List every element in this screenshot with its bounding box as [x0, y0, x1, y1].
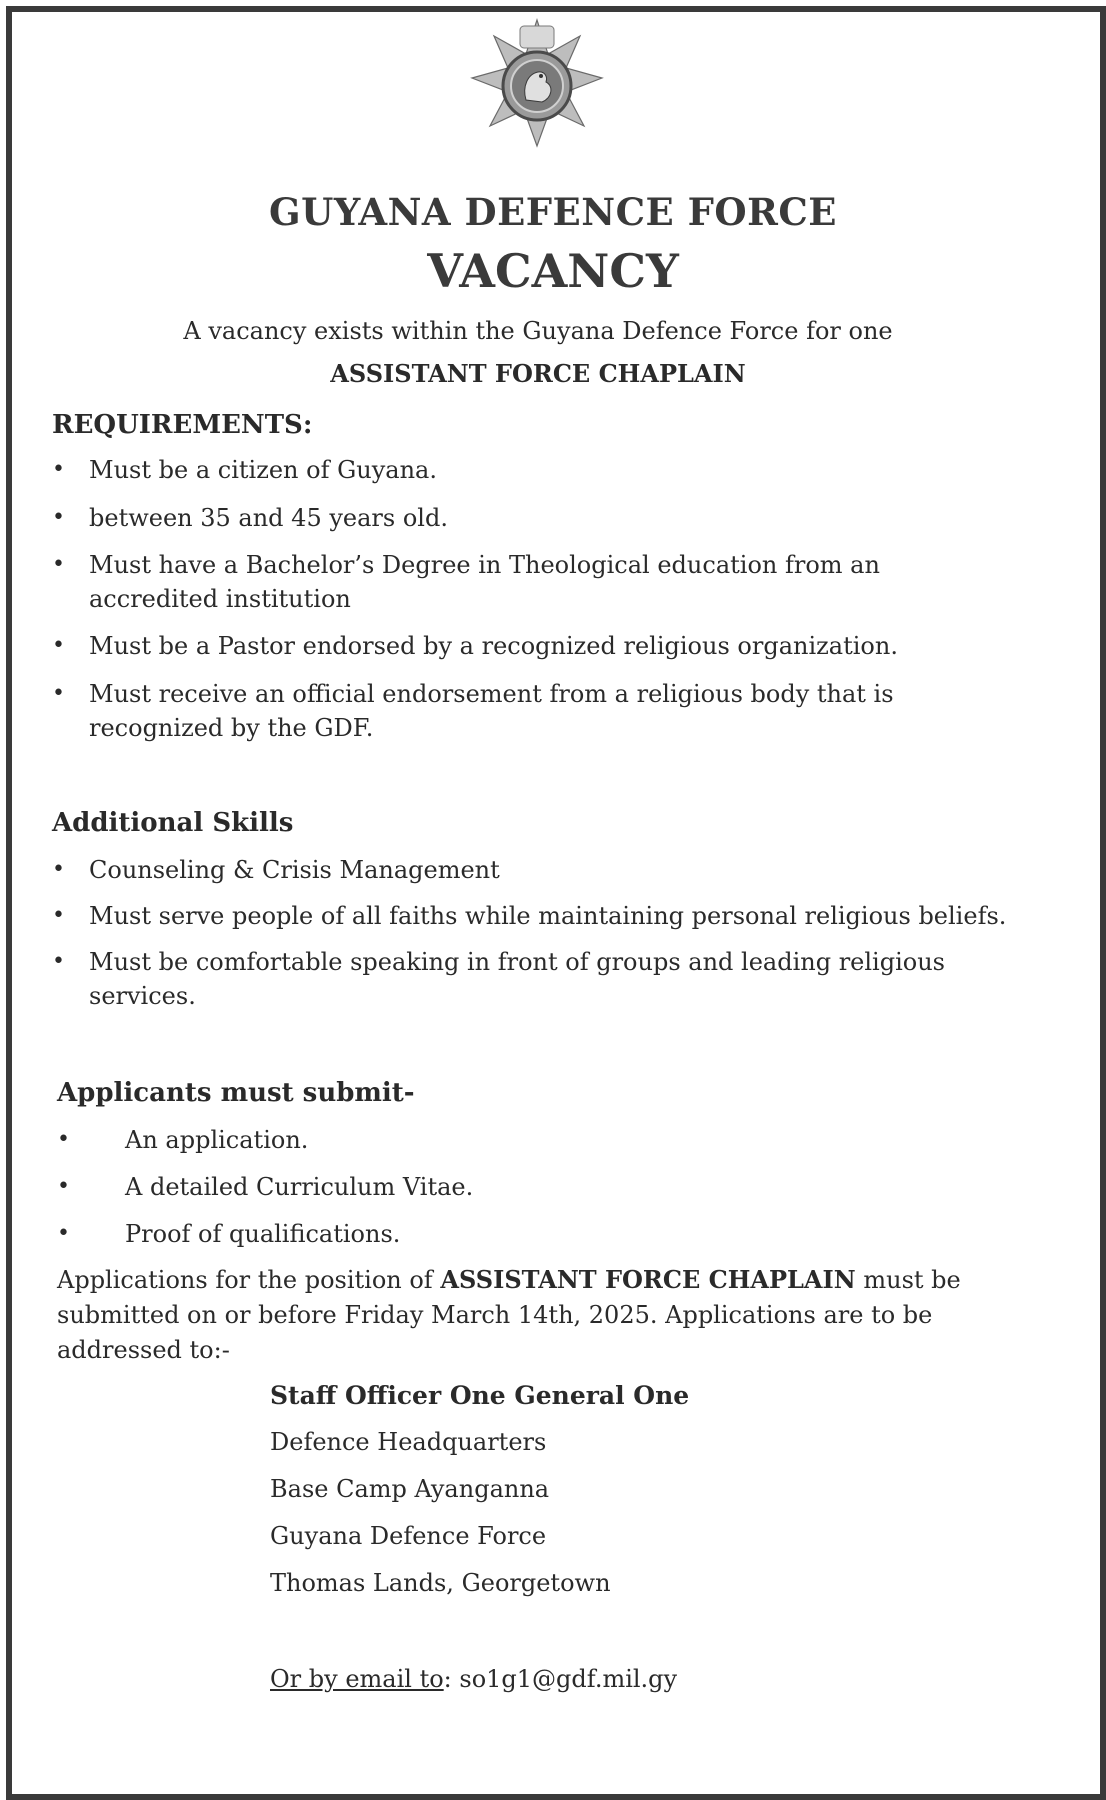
address-line: Thomas Lands, Georgetown — [270, 1569, 611, 1597]
requirements-heading: REQUIREMENTS: — [52, 410, 313, 440]
position-title: ASSISTANT FORCE CHAPLAIN — [330, 359, 746, 388]
submit-heading: Applicants must submit- — [57, 1078, 415, 1108]
address-line: Base Camp Ayanganna — [270, 1475, 550, 1503]
bullet-icon: • — [52, 505, 65, 530]
bullet-icon: • — [52, 457, 65, 482]
address-line: Guyana Defence Force — [270, 1522, 547, 1550]
email-line: Or by email to: so1g1@gdf.mil.gy — [270, 1665, 678, 1693]
bullet-icon: • — [52, 633, 65, 658]
bullet-icon: • — [57, 1127, 70, 1152]
list-item: • An application. — [57, 1123, 1057, 1170]
bullet-icon: • — [52, 949, 65, 974]
bullet-icon: • — [52, 552, 65, 577]
deadline-line-1: Applications for the position of ASSISTANT FORCE CHAPLAIN must be — [57, 1265, 961, 1294]
bullet-icon: • — [52, 857, 65, 882]
address-block — [270, 1381, 689, 1616]
list-item: • Must serve people of all faiths while maintaining personal religious beliefs. — [52, 899, 1052, 945]
skills-list — [52, 853, 1052, 1025]
list-item: • Must be a citizen of Guyana. — [52, 453, 1052, 501]
skills-heading: Additional Skills — [52, 808, 294, 838]
bullet-icon: • — [52, 681, 65, 706]
organization-name: GUYANA DEFENCE FORCE — [268, 190, 838, 234]
list-item: • A detailed Curriculum Vitae. — [57, 1170, 1057, 1217]
bullet-icon: • — [57, 1221, 70, 1246]
deadline-line-3: addressed to:- — [57, 1336, 230, 1364]
deadline-paragraph — [57, 1262, 1057, 1368]
submit-list — [57, 1123, 1057, 1264]
email-label: Or by email to — [270, 1665, 444, 1693]
deadline-position: ASSISTANT FORCE CHAPLAIN — [440, 1265, 856, 1294]
email-address[interactable]: so1g1@gdf.mil.gy — [459, 1665, 678, 1693]
gdf-crest-logo — [462, 14, 612, 164]
list-item: • Must have a Bachelor’s Degree in Theological education from an accredited institution — [52, 548, 1052, 629]
requirements-list — [52, 453, 1052, 757]
vacancy-title: VACANCY — [427, 244, 679, 298]
list-item: • between 35 and 45 years old. — [52, 501, 1052, 548]
intro-text: A vacancy exists within the Guyana Defence Force for one — [183, 317, 893, 345]
list-item: • Must be a Pastor endorsed by a recognized religious organization. — [52, 629, 1052, 677]
bullet-icon: • — [52, 903, 65, 928]
bullet-icon: • — [57, 1174, 70, 1199]
address-recipient: Staff Officer One General One — [270, 1381, 690, 1410]
list-item: • Counseling & Crisis Management — [52, 853, 1052, 899]
list-item: • Proof of qualifications. — [57, 1217, 1057, 1264]
address-line: Defence Headquarters — [270, 1428, 547, 1456]
list-item: • Must be comfortable speaking in front of groups and leading religious services. — [52, 945, 1052, 1025]
list-item: • Must receive an official endorsement from a religious body that is recognized by the GDF. — [52, 677, 1052, 757]
deadline-line-2: submitted on or before Friday March 14th, 2025. Applications are to be — [57, 1301, 933, 1329]
